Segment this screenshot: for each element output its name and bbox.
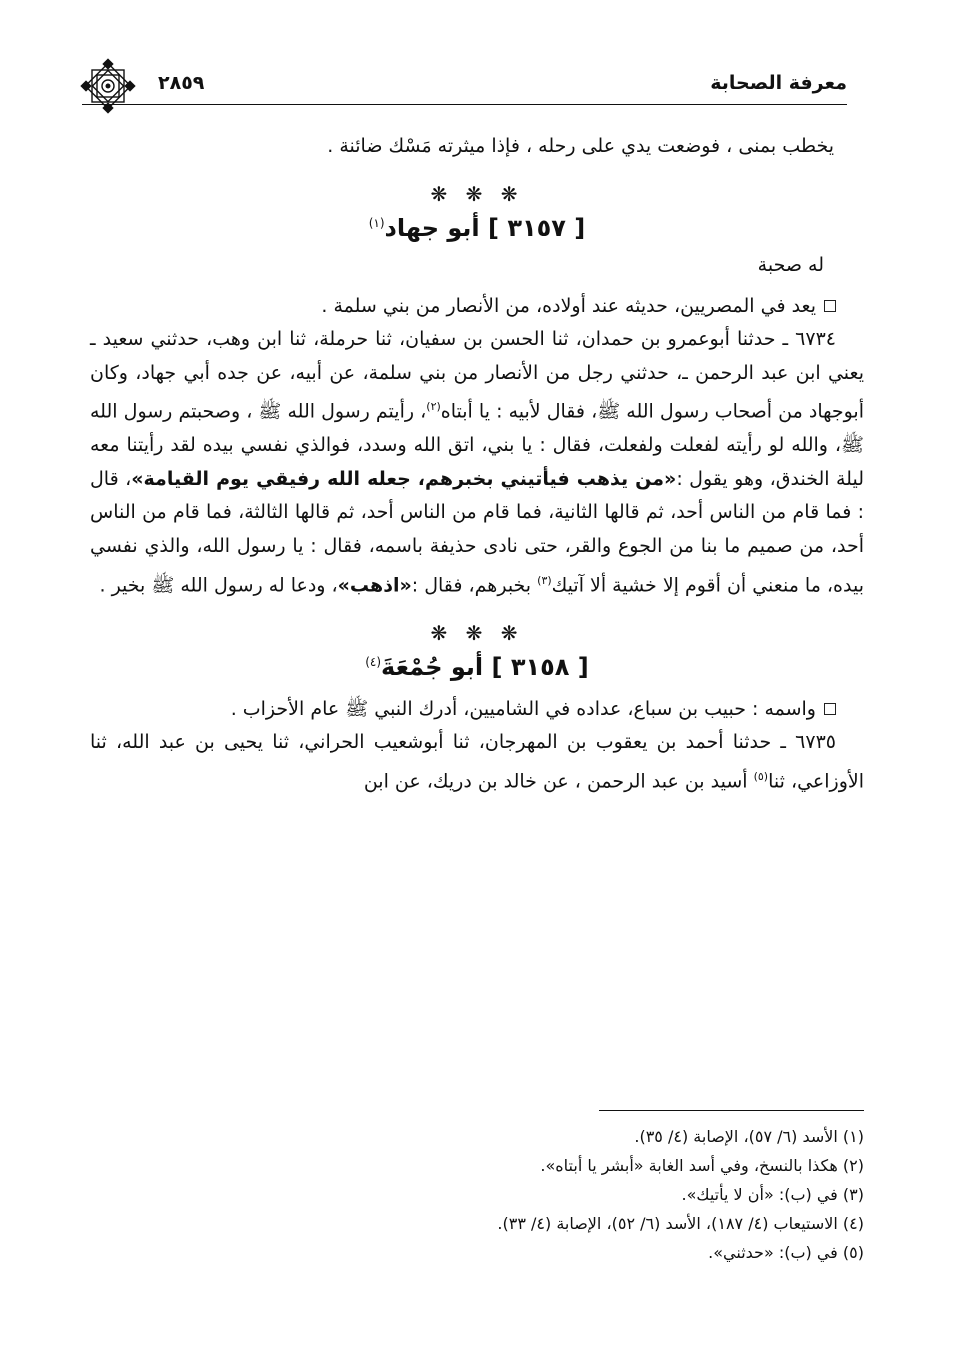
page-body <box>90 130 864 799</box>
entry-intro: واسمه : حبيب بن سباع، عداده في الشاميين، أدرك النبي ﷺ عام الأحزاب . <box>90 693 864 727</box>
footnote-2: (٢) هكذا بالنسخ، وفي أسد الغابة «أبشر يا أبتاه». <box>540 1156 864 1175</box>
entry-name: أبو جُمْعَةَ <box>381 652 484 681</box>
entry-intro: يعد في المصريين، حديثه عند أولاده، من الأنصار من بني سلمة . <box>90 290 864 324</box>
entry-number: [ ٣١٥٧ ] <box>488 213 586 242</box>
hadith-6735: ٦٧٣٥ ـ حدثنا أحمد بن يعقوب بن المهرجان، ثنا أبوشعيب الحراني، ثنا يحيى بن عبد الله، ثنا الأوزاعي، ثنا$^{(٥)}$ أسيد بن عبد الرحمن ، عن خالد بن دريك، عن ابن <box>90 731 864 793</box>
running-title: معرفة الصحابة <box>710 72 847 94</box>
section-separator: ❋ ❋ ❋ <box>430 620 524 645</box>
footnotes <box>90 1122 864 1267</box>
footnote-5: (٥) في (ب): «حدثني». <box>708 1243 864 1262</box>
section-separator: ❋ ❋ ❋ <box>430 181 524 206</box>
hadith-quote: «اذهب» <box>337 574 412 596</box>
page-header <box>80 68 847 108</box>
sahaba-note: له صحبة <box>757 253 824 276</box>
square-bullet-icon <box>824 300 836 312</box>
footnote-ref: (٥) <box>753 769 769 783</box>
footnote-ref: (٣) <box>537 573 552 587</box>
opening-line: يخطب بمنى ، فوضعت يدي على رحله ، فإذا ميثرته مَسْك ضائنة . <box>327 135 834 157</box>
entry-heading-3158 <box>90 653 864 681</box>
footnote-divider <box>599 1110 864 1111</box>
footnote-ref: (٤) <box>365 654 382 669</box>
octagram-ornament-icon <box>80 58 136 114</box>
hadith-quote: «من يذهب فيأتيني بخبرهم، جعله الله رفيقي يوم القيامة» <box>131 467 677 490</box>
footnote-3: (٣) في (ب): «أن لا يأتيك». <box>681 1185 864 1204</box>
footnote-4: (٤) الاستيعاب (٤/ ١٨٧)، الأسد (٦/ ٥٢)، الإصابة (٤/ ٣٣). <box>497 1214 864 1233</box>
header-divider <box>82 104 847 105</box>
entry-name: أبو جهاد <box>384 213 480 242</box>
entry-number: [ ٣١٥٨ ] <box>491 652 589 681</box>
footnote-ref: (٢) <box>426 400 441 414</box>
footnote-1: (١) الأسد (٦/ ٥٧)، الإصابة (٤/ ٣٥). <box>634 1127 864 1146</box>
page-number: ٢٨٥٩ <box>158 72 205 94</box>
hadith-6734: ٦٧٣٤ ـ حدثنا أبوعمرو بن حمدان، ثنا الحسن بن سفيان، ثنا حرملة، ثنا ابن وهب، حدثني سعيد ـ يعني ابن عبد الرحمن ـ، حدثني رجل من الأنصار من بني سلمة، عن أبيه، عن جده أبي جهاد، وكان أبوجهاد من أصحاب رسول الله ﷺ، فقال لأبيه : يا أبتاه$^{(٢)}$، رأيتم رسول الله ﷺ ، وصحبتم رسول الله ﷺ، والله لو رأيته لفعلت ولفعلت، فقال : يا بني، اتق الله وسدد، فوالذي نفسي بيده لقد رأيتنا معه ليلة الخندق، وهو يقول :«من يذهب فيأتيني بخبرهم، جعله الله رفيقي يوم القيامة»، قال : فما قام من الناس أحد، ثم قالها الثانية، فما قام من الناس أحد، ثم قالها الثالثة، فما قام من الناس أحد، من صميم ما بنا من الجوع والقر، حتى نادى حذيفة باسمه، فقال : يا رسول الله، والذي نفسي بيده، ما منعني أن أقوم إلا خشية ألا آتيك$^{(٣)}$ بخبرهم، فقال :«اذهب»، ودعا له رسول الله ﷺ بخير . <box>90 328 864 596</box>
entry-heading-3157 <box>90 214 864 242</box>
square-bullet-icon <box>824 703 836 715</box>
footnote-ref: (١) <box>368 215 385 230</box>
